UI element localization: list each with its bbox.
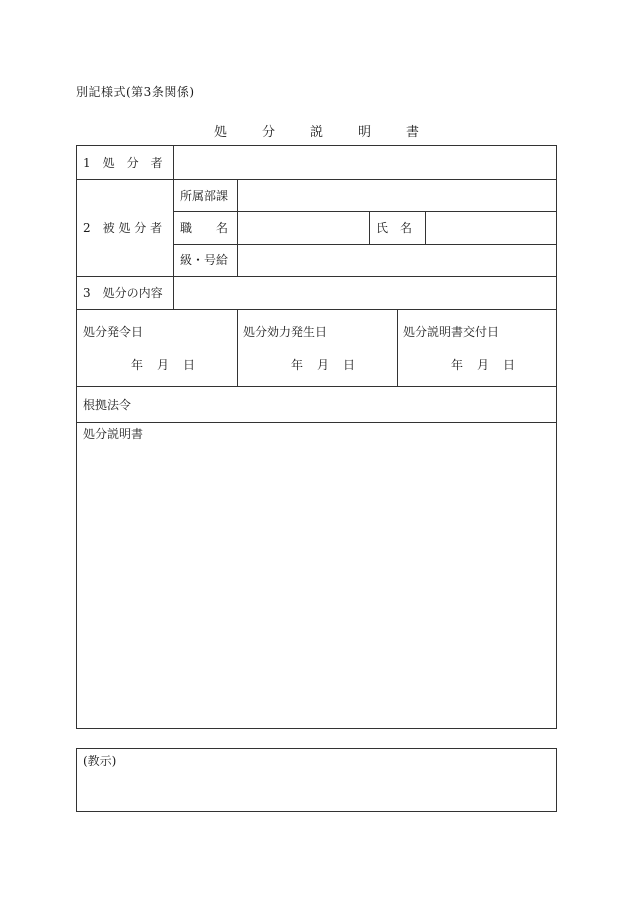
day-label: 日 <box>503 358 516 372</box>
column-divider <box>237 179 238 276</box>
title-char: 明 <box>357 125 371 140</box>
title-char: 書 <box>405 125 419 140</box>
column-divider <box>237 309 238 386</box>
month-label: 月 <box>157 358 170 372</box>
disciplinary-authority-field[interactable] <box>181 156 551 170</box>
notice-label: (教示) <box>83 754 117 768</box>
year-label: 年 <box>291 358 304 372</box>
issue-date-field[interactable] <box>131 356 195 373</box>
notice-field[interactable] <box>83 771 549 807</box>
column-divider <box>369 211 370 244</box>
year-label: 年 <box>131 358 144 372</box>
row-divider <box>173 244 556 245</box>
statement-field[interactable] <box>83 446 549 721</box>
statement-label: 処分説明書 <box>83 427 144 441</box>
row-divider <box>173 211 556 212</box>
name-field[interactable] <box>433 221 549 235</box>
disciplinary-content-label: 3 処分の内容 <box>83 286 163 300</box>
column-divider <box>425 211 426 244</box>
disciplinary-authority-label: 1 処 分 者 <box>83 156 163 170</box>
affiliation-field[interactable] <box>245 189 545 203</box>
month-label: 月 <box>317 358 330 372</box>
grade-label: 級・号給 <box>180 253 229 267</box>
effective-date-field[interactable] <box>291 356 355 373</box>
day-label: 日 <box>183 358 196 372</box>
effective-date-label: 処分効力発生日 <box>243 325 328 339</box>
document-title <box>76 121 557 140</box>
delivery-date-label: 処分説明書交付日 <box>403 325 500 339</box>
row-divider <box>77 276 556 277</box>
row-divider <box>77 309 556 310</box>
disciplined-person-label: 2 被 処 分 者 <box>83 221 163 235</box>
affiliation-label: 所属部課 <box>180 189 229 203</box>
disciplinary-form-table <box>76 145 557 729</box>
position-label: 職 名 <box>180 221 229 235</box>
row-divider <box>77 386 556 387</box>
appeal-notice-box <box>76 748 557 812</box>
year-label: 年 <box>451 358 464 372</box>
issue-date-label: 処分発令日 <box>83 325 144 339</box>
row-divider <box>77 422 556 423</box>
title-char: 説 <box>309 125 323 140</box>
disciplinary-content-field[interactable] <box>181 286 551 300</box>
month-label: 月 <box>477 358 490 372</box>
delivery-date-field[interactable] <box>451 356 515 373</box>
column-divider <box>173 146 174 309</box>
legal-basis-label: 根拠法令 <box>83 398 132 412</box>
position-field[interactable] <box>245 221 363 235</box>
title-char: 処 <box>213 125 227 140</box>
annex-label: 別記様式(第3条関係) <box>76 85 195 99</box>
name-label: 氏 名 <box>376 221 413 235</box>
row-divider <box>77 179 556 180</box>
grade-field[interactable] <box>245 253 545 267</box>
title-char: 分 <box>261 125 275 140</box>
column-divider <box>397 309 398 386</box>
day-label: 日 <box>343 358 356 372</box>
